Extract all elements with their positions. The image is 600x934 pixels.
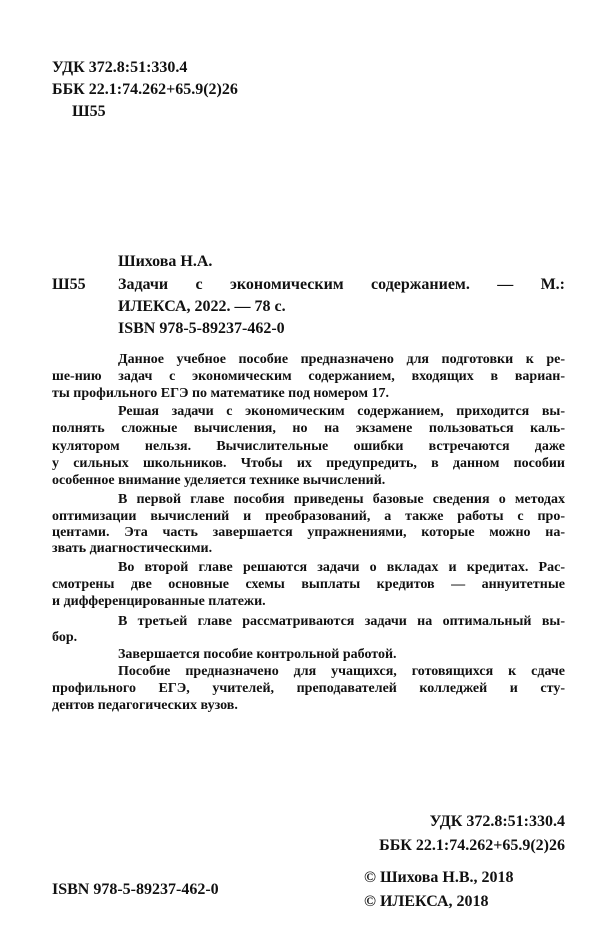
isbn-bib: ISBN 978-5-89237-462-0 [118,320,285,337]
annotation-line: особенное внимание уделяется технике вычислений. [52,473,386,488]
annotation-line: смотрены две основные схемы выплаты кредитов — аннуитетные [52,577,565,592]
annotation-line: В третьей главе рассматриваются задачи на оптимальный вы- [118,614,565,629]
author-code: Ш55 [52,276,86,293]
annotation-line: звать диагностическими. [52,541,213,556]
annotation-line: Решая задачи с экономическим содержанием, приходится вы- [118,404,565,419]
annotation-line: оптимизации вычислений и преобразований, а также работы с про- [52,509,565,524]
publisher-line: ИЛЕКСА, 2022. — 78 с. [118,298,286,315]
copyright-author: © Шихова Н.В., 2018 [364,869,514,886]
annotation-line: и дифференцированные платежи. [52,594,266,609]
book-title-line: Задачи с экономическим содержанием. — М.: [118,276,565,293]
author-code-top: Ш55 [72,103,106,120]
annotation-line: центами. Эта часть завершается упражнениями, которые можно на- [52,525,565,540]
bbk-bottom: ББК 22.1:74.262+65.9(2)26 [379,837,565,854]
annotation-line: полнять сложные вычисления, но на экзамене пользоваться каль- [52,421,565,436]
annotation-line: дентов педагогических вузов. [52,698,238,713]
udk-top: УДК 372.8:51:330.4 [52,59,188,76]
annotation-line: бор. [52,630,78,645]
annotation-line: профильного ЕГЭ, учителей, преподавателей колледжей и сту- [52,681,565,696]
annotation-line: ты профильного ЕГЭ по математике под номером 17. [52,386,390,401]
annotation-line: Во второй главе решаются задачи о вкладах и кредитах. Рас- [118,560,565,575]
annotation-line: В первой главе пособия приведены базовые сведения о методах [118,492,565,507]
udk-bottom: УДК 372.8:51:330.4 [429,813,565,830]
annotation-line: Пособие предназначено для учащихся, готовящихся к сдаче [118,664,565,679]
annotation-line: Данное учебное пособие предназначено для подготовки к ре- [118,352,565,367]
annotation-line: у сильных школьников. Чтобы их предупредить, в данном пособии [52,456,565,471]
bbk-top: ББК 22.1:74.262+65.9(2)26 [52,81,238,98]
isbn-bottom: ISBN 978-5-89237-462-0 [52,881,219,898]
copyright-publisher: © ИЛЕКСА, 2018 [364,893,489,910]
annotation-line: кулятором нельзя. Вычислительные ошибки встречаются даже [52,439,565,454]
annotation-line: Завершается пособие контрольной работой. [118,647,397,662]
annotation-line: ше-нию задач с экономическим содержанием, входящих в вариан- [52,369,565,384]
author-name: Шихова Н.А. [118,253,213,270]
